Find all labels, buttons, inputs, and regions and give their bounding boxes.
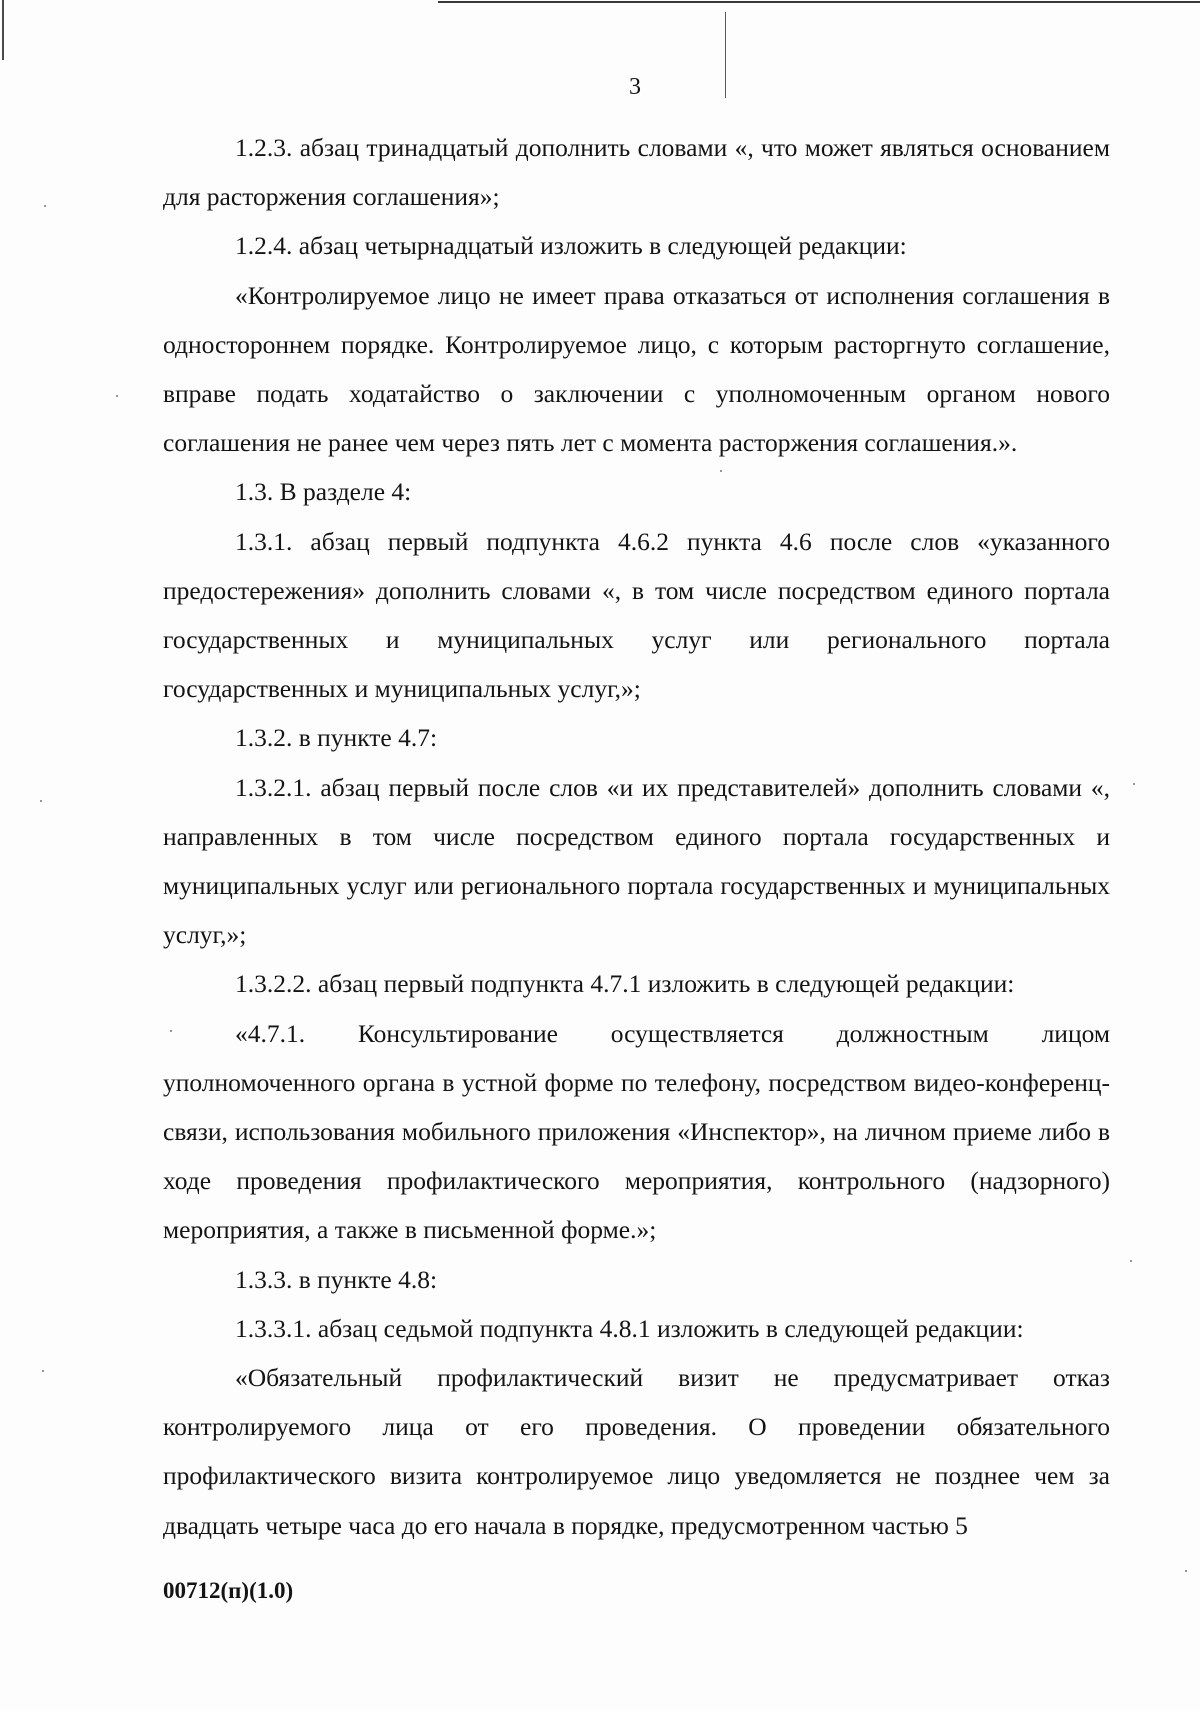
- paragraph-1-3-1: 1.3.1. абзац первый подпункта 4.6.2 пункта 4.6 после слов «указанного предостережения» дополнить словами «, в том числе посредством единого портала государственных и муниципальных услуг или регионального портала государственных и муниципальных услуг,»;: [163, 526, 1110, 704]
- scan-speck: [720, 470, 722, 472]
- quoted-paragraph-4-7-1: «4.7.1. Консультирование осуществляется должностным лицом уполномоченного органа в устной форме по телефону, посредством видео-конференц-связи, использования мобильного приложения «Инспектор», на личном приеме либо в ходе проведения профилактического мероприятия, контрольного (надзорного) мероприятия, а также в письменной форме.»;: [163, 1018, 1110, 1245]
- scan-speck: [44, 205, 46, 207]
- paragraph-1-3-2: 1.3.2. в пункте 4.7:: [235, 723, 438, 753]
- scan-fold-mark: [725, 12, 726, 98]
- scan-speck: [170, 1030, 172, 1032]
- scan-edge-mark: [2, 0, 4, 60]
- scan-speck: [1185, 1570, 1187, 1572]
- quoted-paragraph-preventive-visit: «Обязательный профилактический визит не предусматривает отказ контролируемого лица от его проведения. О проведении обязательного профилактического визита контролируемое лицо уведомляется не позднее чем за двадцать четыре часа до его начала в порядке, предусмотренном частью 5: [163, 1363, 1110, 1540]
- paragraph-1-3-3-1: 1.3.3.1. абзац седьмой подпункта 4.8.1 изложить в следующей редакции:: [235, 1313, 1024, 1343]
- scan-speck: [40, 800, 42, 802]
- scan-speck: [1130, 1260, 1132, 1262]
- paragraph-1-3-2-1: 1.3.2.1. абзац первый после слов «и их представителей» дополнить словами «, направленных в том числе посредством единого портала государственных и муниципальных услуг или регионального портала государственных и муниципальных услуг,»;: [163, 772, 1110, 950]
- scan-speck: [116, 395, 118, 397]
- paragraph-1-2-3: 1.2.3. абзац тринадцатый дополнить словами «, что может являться основанием для расторжения соглашения»;: [163, 133, 1110, 212]
- scan-speck: [1133, 783, 1135, 785]
- paragraph-1-2-4: 1.2.4. абзац четырнадцатый изложить в следующей редакции:: [235, 231, 907, 261]
- paragraph-1-3: 1.3. В разделе 4:: [235, 477, 412, 507]
- quoted-paragraph-agreement: «Контролируемое лицо не имеет права отказаться от исполнения соглашения в одностороннем порядке. Контролируемое лицо, с которым расторгнуто соглашение, вправе подать ходатайство о заключении с уполномоченным органом нового соглашения не ранее чем через пять лет с момента расторжения соглашения.».: [163, 280, 1110, 458]
- paragraph-1-3-2-2: 1.3.2.2. абзац первый подпункта 4.7.1 изложить в следующей редакции:: [235, 969, 1015, 999]
- document-body: [163, 123, 1110, 1550]
- paragraph-1-3-3: 1.3.3. в пункте 4.8:: [235, 1264, 438, 1294]
- scan-top-rule: [438, 1, 1200, 3]
- scan-speck: [42, 1370, 44, 1372]
- page-number: 3: [629, 74, 641, 100]
- document-code: 00712(п)(1.0): [163, 1578, 294, 1603]
